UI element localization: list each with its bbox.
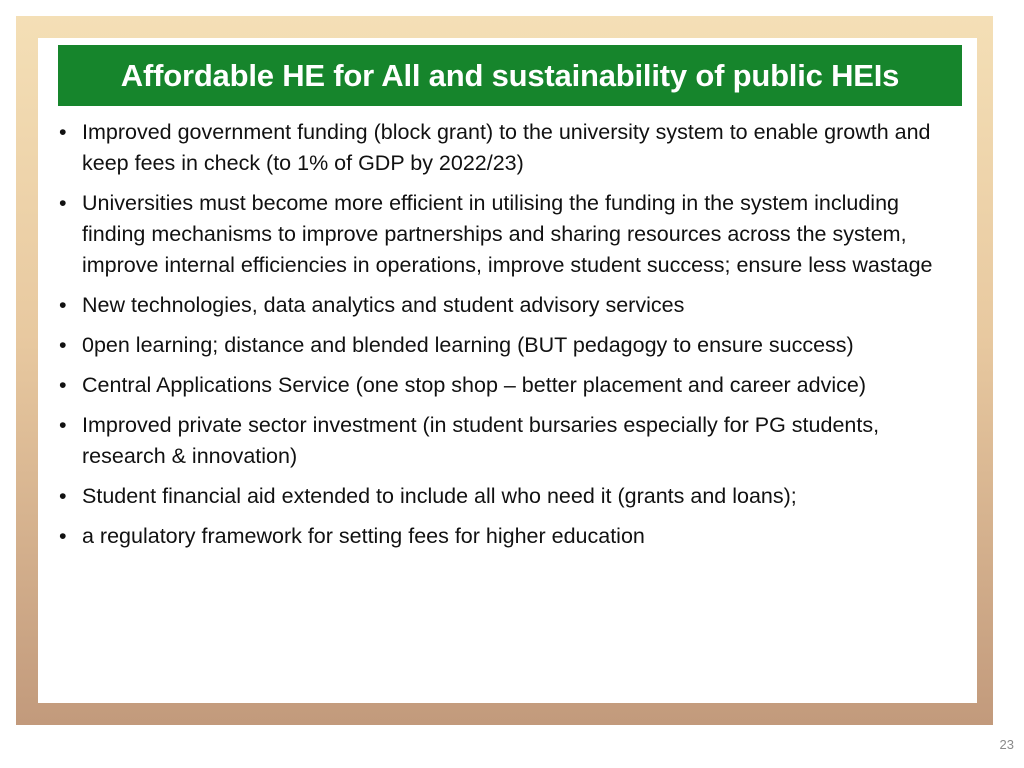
bullet-text: Universities must become more efficient in utilising the funding in the system including finding mechanisms to improve partnerships and sharing resources across the system, improve internal efficiencies in operations, improve student success; ensure less wastage — [82, 191, 933, 277]
bullet-marker: • — [59, 293, 67, 317]
bullet-text: Improved private sector investment (in student bursaries especially for PG students, research & innovation) — [82, 413, 880, 468]
bullet-marker: • — [59, 120, 67, 144]
bullet-marker: • — [59, 524, 67, 548]
slide-title: Affordable HE for All and sustainability of public HEIs — [58, 45, 962, 106]
bullet-item — [56, 521, 966, 552]
bullet-marker: • — [59, 333, 67, 357]
bullet-text: 0pen learning; distance and blended learning (BUT pedagogy to ensure success) — [82, 333, 854, 357]
bullet-marker: • — [59, 373, 67, 397]
bullet-marker: • — [59, 484, 67, 508]
page-number: 23 — [999, 737, 1014, 752]
bullet-item — [56, 290, 966, 321]
bullet-item — [56, 481, 966, 512]
bullet-list — [56, 117, 966, 561]
bullet-text: Improved government funding (block grant) to the university system to enable growth and keep fees in check (to 1% of GDP by 2022/23) — [82, 120, 931, 175]
bullet-text: Central Applications Service (one stop shop – better placement and career advice) — [82, 373, 866, 397]
bullet-item — [56, 370, 966, 401]
bullet-item — [56, 330, 966, 361]
bullet-text: New technologies, data analytics and student advisory services — [82, 293, 685, 317]
bullet-marker: • — [59, 413, 67, 437]
bullet-text: Student financial aid extended to include all who need it (grants and loans); — [82, 484, 797, 508]
bullet-item — [56, 117, 966, 179]
bullet-text: a regulatory framework for setting fees for higher education — [82, 524, 645, 548]
bullet-item — [56, 410, 966, 472]
bullet-item — [56, 188, 966, 281]
bullet-marker: • — [59, 191, 67, 215]
